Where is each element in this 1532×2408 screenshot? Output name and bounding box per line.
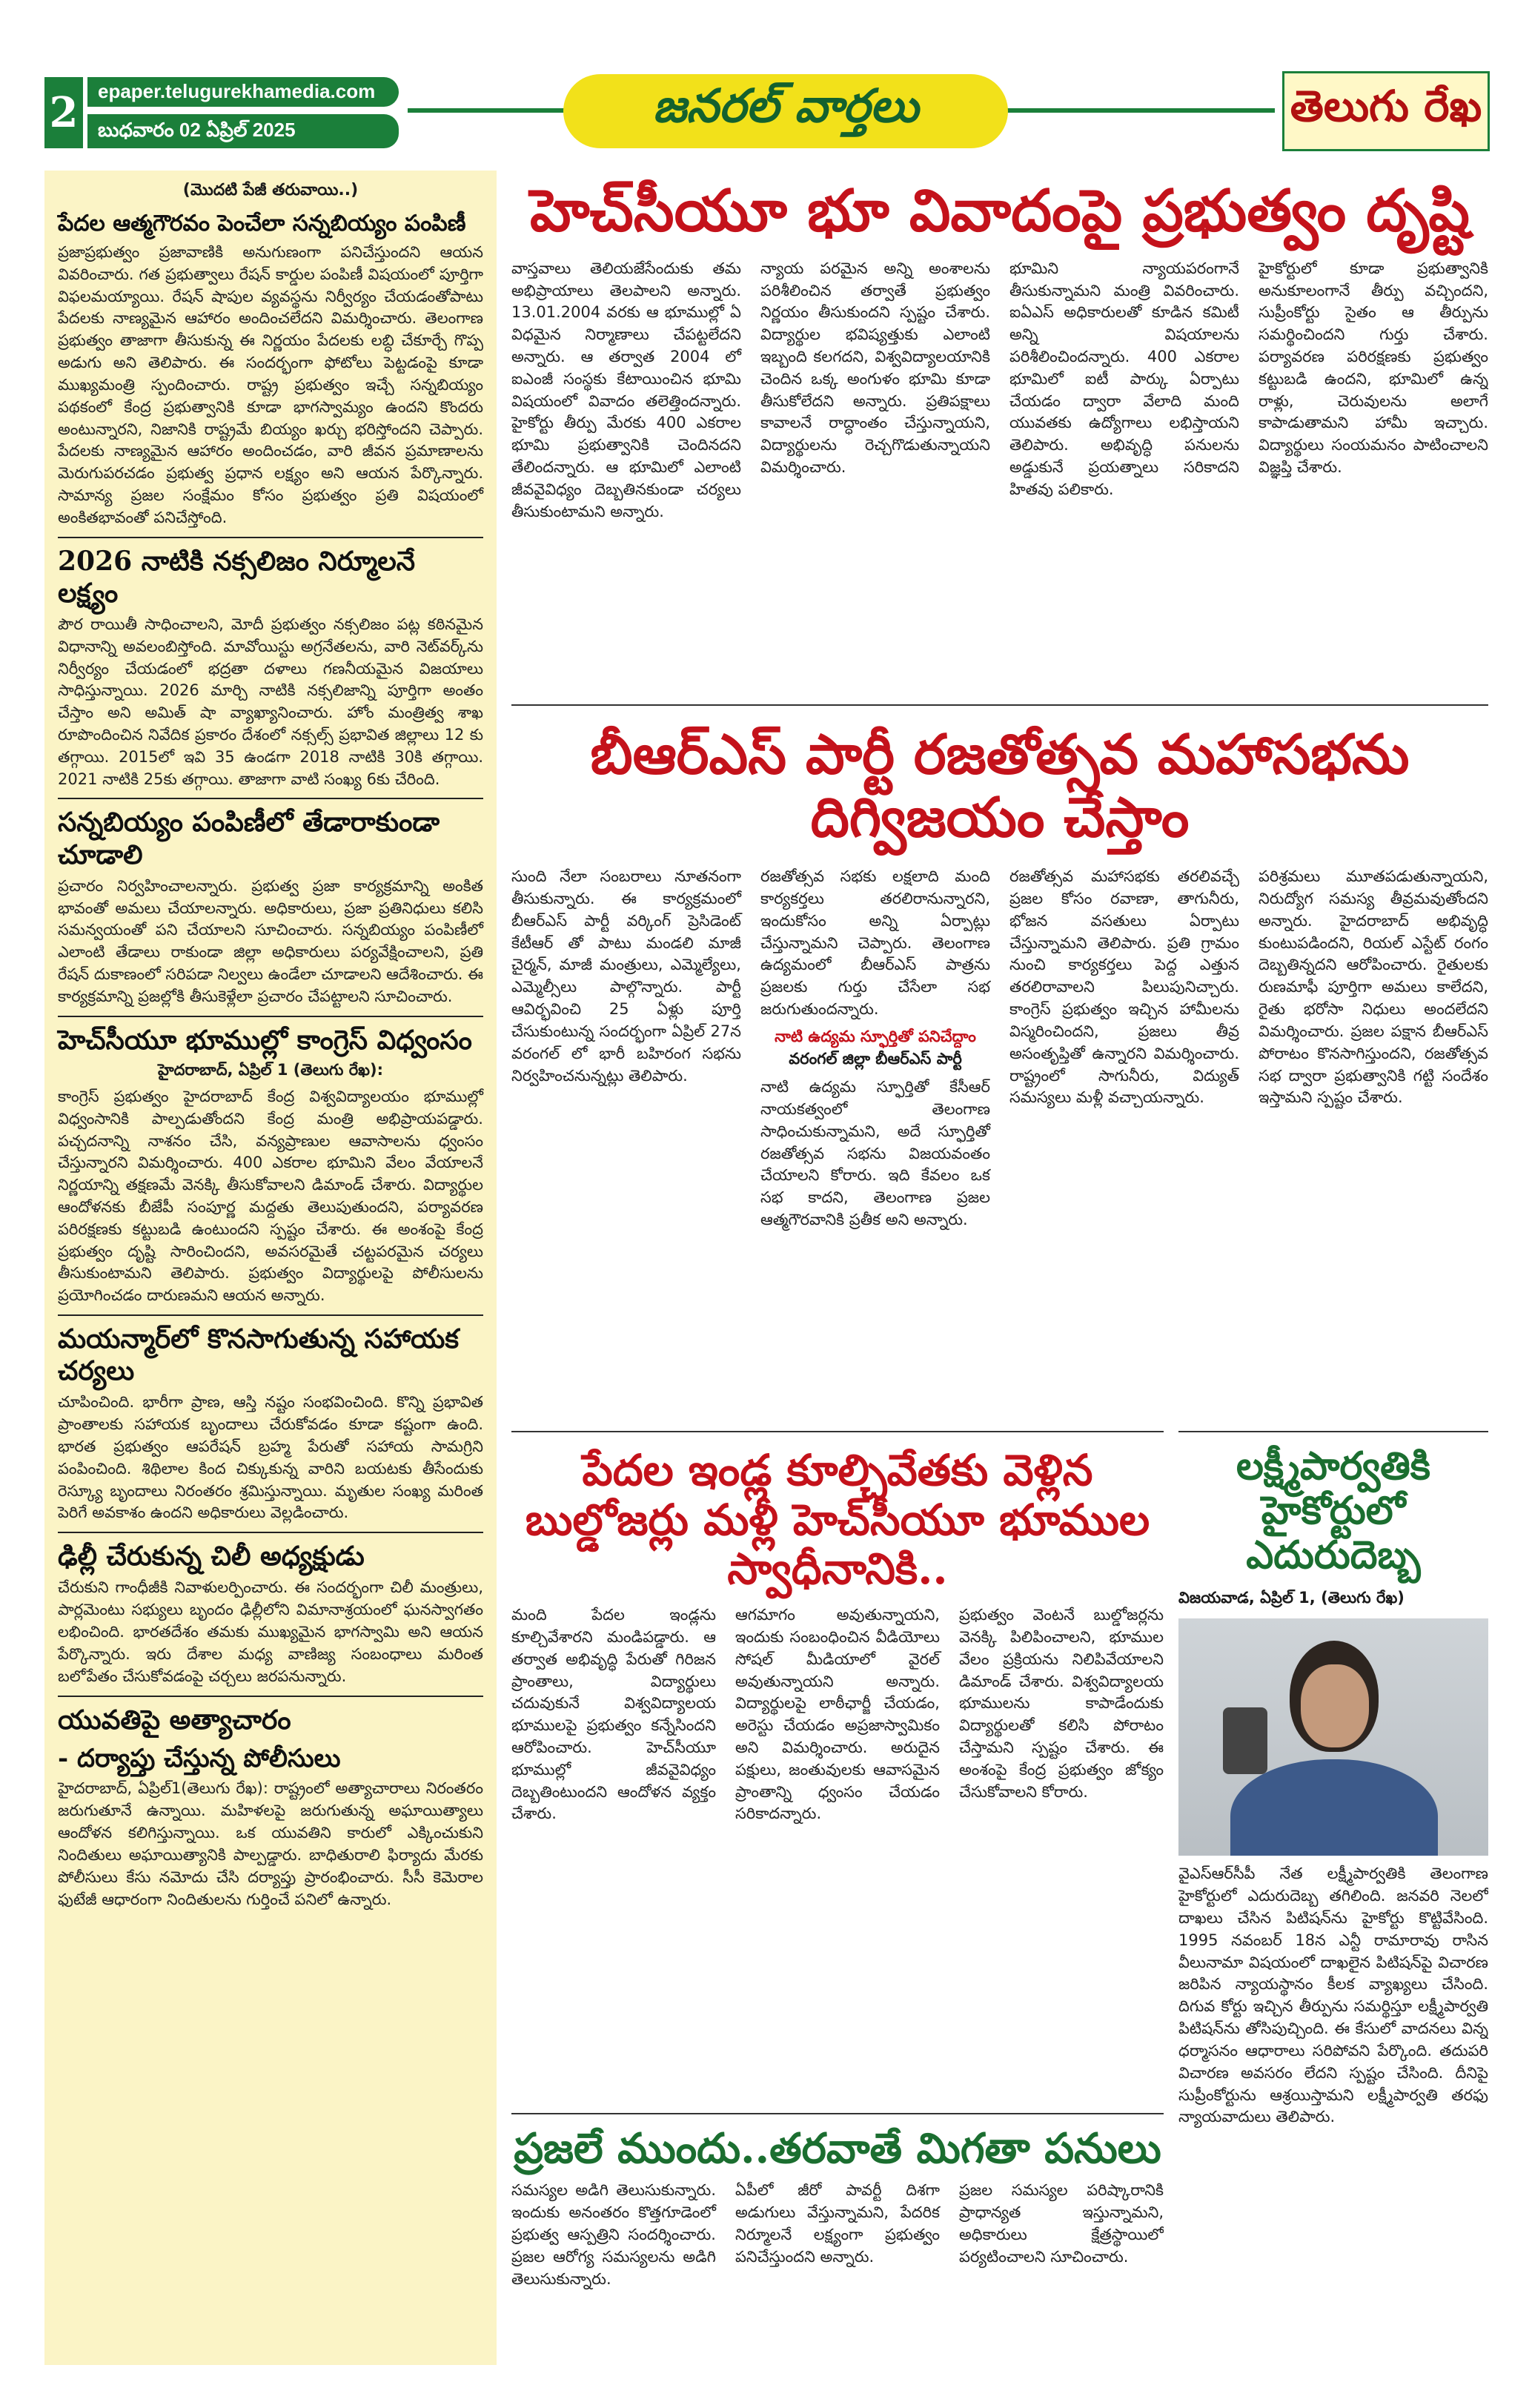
brs-headline: బీఆర్ఎస్ పార్టీ రజతోత్సవ మహాసభను దిగ్విజయం చేస్తాం <box>590 723 1410 850</box>
article-column <box>511 258 741 681</box>
article-columns <box>511 1604 1164 2116</box>
article-body: ప్రచారం నిర్వహించాలన్నారు. ప్రభుత్వ ప్రజా కార్యక్రమాన్ని అంకిత భావంతో అమలు చేయాలన్నారు. అధికారులు, ప్రజా ప్రతినిధులు కలిసి సమన్వయంతో పని చేయాలని సూచించారు. సన్నబియ్యం పంపిణీలో ఎలాంటి తేడాలు రాకుండా జిల్లా అధికారులు పర్యవేక్షించాలని, ప్రతి రేషన్ దుకాణంలో సరిపడా నిల్వలు ఉండేలా చూడాలని ఆదేశించారు. ఈ కార్యక్రమాన్ని ప్రజల్లోకి తీసుకెళ్లేలా ప్రచారం చేపట్టాలని సూచించారు. <box>58 876 483 1005</box>
article-column <box>511 1604 716 2116</box>
article-body: హైదరాబాద్, ఏప్రిల్1(తెలుగు రేఖ): రాష్ట్రంలో అత్యాచారాలు నిరంతరం జరుగుతూనే ఉన్నాయి. మహిళలపై జరుగుతున్న అఘాయిత్యాలు ఆందోళన కలిగిస్తున్నాయి. ఒక యువతిని కారులో ఎక్కించుకుని నిందితులు అఘాయిత్యానికి పాల్పడ్డారు. బాధితురాలి ఫిర్యాదు మేరకు పోలీసులు కేసు నమోదు చేసి దర్యాప్తు ప్రారంభించారు. సీసీ కెమెరాల ఫుటేజీ ఆధారంగా నిందితులను గుర్తించే పనిలో ఉన్నారు. <box>58 1779 483 1908</box>
article-headline: సన్నబియ్యం పంపిణీలో తేడారాకుండా చూడాలి <box>58 807 440 870</box>
high-court-headline: లక్ష్మీపార్వతికి హైకోర్టులో ఎదురుదెబ్బ <box>1236 1443 1430 1578</box>
inset-headline: నాటి ఉద్యమ స్ఫూర్తితో పనిచేద్దాం <box>775 1027 976 1045</box>
article-column <box>1178 1863 1488 2128</box>
article-text: వాస్తవాలు తెలియజేసేందుకు తమ అభిప్రాయాలు తెలపాలని అన్నారు. 13.01.2004 వరకు ఆ భూముల్లో ఏ విధమైన నిర్మాణాలు చేపట్టలేదని అన్నారు. ఆ తర్వాత 2004 లో ఐఎంజీ సంస్థకు కేటాయించిన భూమి విషయంలో వివాదం తలెత్తిందన్నారు. హైకోర్టు తీర్పు మేరకు 400 ఎకరాల భూమి ప్రభుత్వానికి చెందినదని తేలిందన్నారు. ఆ భూమిలో ఎలాంటి జీవవైవిధ్యం దెబ్బతినకుండా చర్యలు తీసుకుంటామని అన్నారు. <box>511 259 741 520</box>
divider <box>58 798 483 799</box>
article-column <box>1009 258 1239 681</box>
inset-subheadline: వరంగల్ జిల్లా బీఆర్ఎస్ పార్టీ <box>789 1050 962 1068</box>
brs-story <box>511 704 1488 1416</box>
article-column <box>760 258 990 681</box>
article-column <box>1259 866 1488 1474</box>
article-text: రజతోత్సవ మహాసభకు తరలివచ్చే ప్రజల కోసం రవాణా, తాగునీరు, భోజన వసతులు ఏర్పాటు చేస్తున్నామని తెలిపారు. ప్రతి గ్రామం నుంచి కార్యకర్తలు పెద్ద ఎత్తున తరలిరావాలని పిలుపునిచ్చారు. కాంగ్రెస్ ప్రభుత్వం ఇచ్చిన హామీలను విస్మరించిందని, ప్రజలు తీవ్ర అసంతృప్తితో ఉన్నారని విమర్శించారు. రాష్ట్రంలో సాగునీరు, విద్యుత్ సమస్యలు మళ్లీ వచ్చాయన్నారు. <box>1009 867 1239 1107</box>
main-area <box>511 171 1488 2365</box>
divider <box>58 537 483 538</box>
page-number: 2 <box>44 77 83 148</box>
photo-figure-face <box>1301 1664 1369 1747</box>
article-column <box>1259 258 1488 681</box>
article-subheadline: - దర్యాప్తు చేస్తున్న పోలీసులు <box>58 1743 341 1773</box>
article-body: పౌర రాయితీ సాధించాలని, మోదీ ప్రభుత్వం నక్సలిజం పట్ల కఠినమైన విధానాన్ని అవలంబిస్తోంది. మావోయిస్టు అగ్రనేతలను, వారి నెట్‌వర్క్‌ను నిర్వీర్యం చేయడంలో భద్రతా దళాలు గణనీయమైన విజయాలు సాధిస్తున్నాయి. 2026 మార్చి నాటికి నక్సలిజాన్ని పూర్తిగా అంతం చేస్తాం అని అమిత్ షా వ్యాఖ్యానించారు. హోం మంత్రిత్వ శాఖ రూపొందించిన నివేదిక ప్రకారం దేశంలో నక్సల్స్ ప్రభావిత జిల్లాలు 12 కు తగ్గాయి. 2015లో ఇవి 35 ఉండగా 2018 నాటికి 30కి తగ్గాయి. 2021 నాటికి 25కు తగ్గాయి. తాజాగా వాటి సంఖ్య 6కు చేరింది. <box>58 615 483 788</box>
article-headline: మయన్మార్‌లో కొనసాగుతున్న సహాయక చర్యలు <box>58 1323 460 1387</box>
article-headline: పేదల ఆత్మగౌరవం పెంచేలా సన్నబియ్యం పంపిణీ <box>58 211 466 236</box>
people-first-story <box>511 2113 1164 2365</box>
article-column <box>959 1604 1164 2116</box>
continued-label: (మొదటి పేజీ తరువాయి..) <box>182 181 359 199</box>
article-text: హైకోర్టులో కూడా ప్రభుత్వానికి అనుకూలంగానే తీర్పు వచ్చిందని, సుప్రీంకోర్టు సైతం ఆ తీర్పును సమర్థించిందని గుర్తు చేశారు. పర్యావరణ పరిరక్షణకు ప్రభుత్వం కట్టుబడి ఉందని, భూమిలో ఉన్న రాళ్లు, చెరువులను అలాగే కాపాడుతామని హామీ ఇచ్చారు. విద్యార్థులు సంయమనం పాటించాలని విజ్ఞప్తి చేశారు. <box>1259 259 1488 476</box>
article-headline: ఢిల్లీ చేరుకున్న చిలీ అధ్యక్షుడు <box>58 1541 365 1572</box>
article-text: ప్రభుత్వం వెంటనే బుల్డోజర్లను వెనక్కి పిలిపించాలని, భూముల వేలం ప్రక్రియను నిలిపివేయాలని డిమాండ్ చేశారు. విశ్వవిద్యాలయ భూములను కాపాడేందుకు విద్యార్థులతో కలిసి పోరాటం చేస్తామని స్పష్టం చేశారు. ఈ అంశంపై కేంద్ర ప్రభుత్వం జోక్యం చేసుకోవాలని కోరారు. <box>959 1606 1164 1801</box>
bulldozer-story <box>511 1431 1164 2098</box>
high-court-story <box>1178 1431 1488 2365</box>
article-text: ఆగమాగం అవుతున్నాయని, ఇందుకు సంబంధించిన వీడియోలు సోషల్ మీడియాలో వైరల్ అవుతున్నాయని అన్నారు. విద్యార్థులపై లాఠీఛార్జీ చేయడం, అరెస్టు చేయడం అప్రజాస్వామికం అని విమర్శించారు. అరుదైన పక్షులు, జంతువులకు ఆవాసమైన ప్రాంతాన్ని ధ్వంసం చేయడం సరికాదన్నారు. <box>735 1606 940 1823</box>
microphone-icon <box>1223 1707 1267 1774</box>
article-text: వైఎస్ఆర్‌సీపీ నేత లక్ష్మీపార్వతికి తెలంగాణ హైకోర్టులో ఎదురుదెబ్బ తగిలింది. జనవరి నెలలో దాఖలు చేసిన పిటిషన్‌ను హైకోర్టు కొట్టివేసింది. 1995 నవంబర్ 18న ఎన్టీ రామారావు రాసిన వీలునామా విషయంలో దాఖలైన పిటిషన్‌పై విచారణ జరిపిన న్యాయస్థానం కీలక వ్యాఖ్యలు చేసింది. దిగువ కోర్టు ఇచ్చిన తీర్పును సమర్థిస్తూ లక్ష్మీపార్వతి పిటిషన్‌ను తోసిపుచ్చింది. ఈ కేసులో వాదనలు విన్న ధర్మాసనం ఆధారాలు సరిపోవని పేర్కొంది. తదుపరి విచారణ అవసరం లేదని స్పష్టం చేసింది. దీనిపై సుప్రీంకోర్టును ఆశ్రయిస్తామని లక్ష్మీపార్వతి తరఫు న్యాయవాదులు తెలిపారు. <box>1178 1865 1488 2126</box>
article-body: ప్రజాప్రభుత్వం ప్రజావాణికి అనుగుణంగా పనిచేస్తుందని ఆయన వివరించారు. గత ప్రభుత్వాలు రేషన్ కార్డుల పంపిణీ విషయంలో పూర్తిగా విఫలమయ్యాయి. రేషన్ షాపుల వ్యవస్థను నిర్వీర్యం చేయడంతోపాటు పేదలకు నాణ్యమైన ఆహారం అందించలేదని విమర్శించారు. తెలంగాణ ప్రభుత్వం తాజాగా తీసుకున్న ఈ నిర్ణయం పేదలకు లబ్ధి చేకూర్చే గొప్ప అడుగు అని తెలిపారు. ఈ సందర్భంగా ఫోటోలు పెట్టడంపై కూడా ముఖ్యమంత్రి స్పందించారు. రాష్ట్ర ప్రభుత్వం ఇచ్చే సన్నబియ్యం పథకంలో కేంద్ర ప్రభుత్వానికి కూడా భాగస్వామ్యం ఉందని కొందరు అంటున్నారని, నిజానికి రాష్ట్రమే బియ్యం ఖర్చు భరిస్తోందని చెప్పారు. పేదలకు నాణ్యమైన ఆహారం అందించడం, వారి జీవన ప్రమాణాలను మెరుగుపరచడం ప్రభుత్వ ప్రధాన లక్ష్యం అని ఆయన పేర్కొన్నారు. సామాన్య ప్రజల సంక్షేమం కోసం ప్రభుత్వం ప్రతి విషయంలో అంకితభావంతో పనిచేస్తోంది. <box>58 243 483 526</box>
article-body: చేరుకుని గాంధీజీకి నివాళులర్పించారు. ఈ సందర్భంగా చిలీ మంత్రులు, పార్లమెంటు సభ్యులు బృందం ఢిల్లీలోని విమానాశ్రయంలో ఘనస్వాగతం లభించింది. భారతదేశం తమకు ముఖ్యమైన భాగస్వామి అని ఆయన పేర్కొన్నారు. ఇరు దేశాల మధ్య వాణిజ్య సంబంధాలు మరింత బలోపేతం చేసుకోవడంపై చర్చలు జరపనున్నారు. <box>58 1578 483 1685</box>
article-column <box>735 2180 940 2365</box>
article-text: సుంది నేలా సంబరాలు నూతనంగా తీసుకున్నారు. ఈ కార్యక్రమంలో బీఆర్ఎస్ పార్టీ వర్కింగ్ ప్రెసిడెంట్ కేటీఆర్ తో పాటు మండలి మాజీ చైర్మన్, మాజీ మంత్రులు, ఎమ్మెల్యేలు, ఎమ్మెల్సీలు పాల్గొన్నారు. పార్టీ ఆవిర్భవించి 25 ఏళ్లు పూర్తి చేసుకుంటున్న సందర్భంగా ఏప్రిల్ 27న వరంగల్ లో భారీ బహిరంగ సభను నిర్వహించనున్నట్లు తెలిపారు. <box>511 867 741 1085</box>
divider <box>58 1314 483 1316</box>
left-column <box>44 171 497 2365</box>
divider <box>58 1016 483 1017</box>
article-column <box>735 1604 940 2116</box>
article-text: మంది పేదల ఇండ్లను కూల్చివేశారని మండిపడ్డారు. ఆ తర్వాత అభివృద్ధి పేరుతో గిరిజన ప్రాంతాలు, విద్యార్థులు చదువుకునే విశ్వవిద్యాలయ భూములపై ప్రభుత్వం కన్నేసిందని ఆరోపించారు. హెచ్‌సీయూ భూముల్లో జీవవైవిధ్యం దెబ్బతింటుందని ఆందోళన వ్యక్తం చేశారు. <box>511 1606 716 1823</box>
article-text: ప్రజల సమస్యల పరిష్కారానికి ప్రాధాన్యత ఇస్తున్నామని, అధికారులు క్షేత్రస్థాయిలో పర్యటించాలని సూచించారు. <box>959 2181 1164 2266</box>
article-column <box>511 2180 716 2365</box>
article-text: రజతోత్సవ సభకు లక్షలాది మంది కార్యకర్తలు తరలిరానున్నారని, ఇందుకోసం అన్ని ఏర్పాట్లు చేస్తున్నామని చెప్పారు. తెలంగాణ ఉద్యమంలో బీఆర్ఎస్ పాత్రను ప్రజలకు గుర్తు చేసేలా సభ జరుగుతుందన్నారు. <box>760 867 990 1019</box>
article-columns <box>511 258 1488 681</box>
article-text: న్యాయ పరమైన అన్ని అంశాలను పరిశీలించిన తర్వాతే ప్రభుత్వం నిర్ణయం తీసుకుందని స్పష్టం చేశారు. విద్యార్థుల భవిష్యత్తుకు ఎలాంటి ఇబ్బంది కలగదని, విశ్వవిద్యాలయానికి చెందిన ఒక్క అంగుళం భూమి కూడా తీసుకోలేదని అన్నారు. ప్రతిపక్షాలు కావాలనే రాద్ధాంతం చేస్తున్నాయని, విద్యార్థులను రెచ్చగొడుతున్నాయని విమర్శించారు. <box>760 259 990 476</box>
section-title: జనరల్ వార్తలు <box>563 74 1008 148</box>
article-headline: హెచ్‌సీయూ భూముల్లో కాంగ్రెస్ విధ్వంసం <box>58 1024 472 1056</box>
article-column <box>1009 866 1239 1474</box>
divider <box>58 1532 483 1533</box>
divider <box>58 1696 483 1697</box>
masthead <box>44 71 1490 153</box>
article-text: ఏపీలో జీరో పావర్టీ దిశగా అడుగులు వేస్తున్నామని, పేదరిక నిర్మూలనే లక్ష్యంగా ప్రభుత్వం పనిచేస్తుందని అన్నారు. <box>735 2181 940 2266</box>
article-body: చూపించింది. భారీగా ప్రాణ, ఆస్తి నష్టం సంభవించింది. కొన్ని ప్రభావిత ప్రాంతాలకు సహాయక బృందాలు చేరుకోవడం కూడా కష్టంగా ఉంది. భారత ప్రభుత్వం ఆపరేషన్ బ్రహ్మ పేరుతో సహాయ సామగ్రిని పంపించింది. శిథిలాల కింద చిక్కుకున్న వారిని బయటకు తీసేందుకు రెస్క్యూ బృందాలు నిరంతరం శ్రమిస్తున్నాయి. మృతుల సంఖ్య మరింత పెరిగే అవకాశం ఉందని అధికారులు వెల్లడించారు. <box>58 1393 483 1522</box>
article-headline: యువతిపై అత్యాచారం <box>58 1704 291 1736</box>
article-headline: 2026 నాటికి నక్సలిజం నిర్మూలనే లక్ష్యం <box>58 545 416 609</box>
article-columns <box>511 866 1488 1474</box>
article-text: భూమిని న్యాయపరంగానే తీసుకున్నామని మంత్రి వివరించారు. ఐఏఎస్ అధికారులతో కూడిన కమిటీ అన్ని విషయాలను పరిశీలించిందన్నారు. 400 ఎకరాల భూమిలో ఐటీ పార్కు ఏర్పాటు చేయడం ద్వారా వేలాది మంది యువతకు ఉద్యోగాలు లభిస్తాయని తెలిపారు. అభివృద్ధి పనులను అడ్డుకునే ప్రయత్నాలు సరికాదని హితవు పలికారు. <box>1009 259 1239 498</box>
article-column <box>959 2180 1164 2365</box>
site-url[interactable]: epaper.telugurekhamedia.com <box>87 77 399 107</box>
article-text: సమస్యల అడిగి తెలుసుకున్నారు. ఇందుకు అనంతరం కొత్తగూడెంలో ప్రభుత్వ ఆస్పత్రిని సందర్శించారు. ప్రజల ఆరోగ్య సమస్యలను అడిగి తెలుసుకున్నారు. <box>511 2181 716 2288</box>
lead-headline: హెచ్‌సీయూ భూ వివాదంపై ప్రభుత్వం దృష్టి <box>529 177 1470 245</box>
article-dateline: హైదరాబాద్, ఏప్రిల్ 1 (తెలుగు రేఖ): <box>157 1060 384 1079</box>
article-dateline: విజయవాడ, ఏప్రిల్ 1, (తెలుగు రేఖ) <box>1178 1589 1405 1607</box>
article-body: కాంగ్రెస్ ప్రభుత్వం హైదరాబాద్ కేంద్ర విశ్వవిద్యాలయం భూముల్లో విధ్వంసానికి పాల్పడుతోందని కేంద్ర మంత్రి అభిప్రాయపడ్డారు. పచ్చదనాన్ని నాశనం చేసి, వన్యప్రాణుల ఆవాసాలను ధ్వంసం చేస్తున్నారని విమర్శించారు. 400 ఎకరాల భూమిని వేలం వేయాలనే నిర్ణయాన్ని తక్షణమే వెనక్కి తీసుకోవాలని డిమాండ్ చేశారు. విద్యార్థుల ఆందోళనకు బీజేపీ సంపూర్ణ మద్దతు తెలుపుతుందని, పర్యావరణ పరిరక్షణకు కట్టుబడి ఉంటుందని స్పష్టం చేశారు. ఈ అంశంపై కేంద్ర ప్రభుత్వం దృష్టి సారించిందని, అవసరమైతే చట్టపరమైన చర్యలు తీసుకుంటామని తెలిపారు. ప్రభుత్వం విద్యార్థులపై పోలీసులను ప్రయోగించడం దారుణమని ఆయన అన్నారు. <box>58 1087 483 1305</box>
newspaper-logo: తెలుగు రేఖ <box>1282 71 1490 151</box>
article-columns <box>511 2180 1164 2365</box>
lead-story <box>511 171 1488 689</box>
article-column <box>760 866 990 1474</box>
article-text: పరిశ్రమలు మూతపడుతున్నాయని, నిరుద్యోగ సమస్య తీవ్రమవుతోందని అన్నారు. హైదరాబాద్ అభివృద్ధి కుంటుపడిందని, రియల్ ఎస్టేట్ రంగం దెబ్బతిన్నదని ఆరోపించారు. రైతులకు రుణమాఫీ పూర్తిగా అమలు కాలేదని, రైతు భరోసా నిధులు అందలేదని విమర్శించారు. ప్రజల పక్షాన బీఆర్ఎస్ పోరాటం కొనసాగిస్తుందని, రజతోత్సవ సభ ద్వారా ప్రభుత్వానికి గట్టి సందేశం ఇస్తామని స్పష్టం చేశారు. <box>1259 867 1488 1107</box>
article-text: నాటి ఉద్యమ స్ఫూర్తితో కేసీఆర్ నాయకత్వంలో తెలంగాణ సాధించుకున్నామని, అదే స్ఫూర్తితో రజతోత్సవ సభను విజయవంతం చేయాలని కోరారు. ఇది కేవలం ఒక సభ కాదని, తెలంగాణ ప్రజల ఆత్మగౌరవానికి ప్రతీక అని అన్నారు. <box>760 1078 990 1229</box>
bulldozer-headline: పేదల ఇండ్ల కూల్చివేతకు వెళ్లిన బుల్డోజర్లు మళ్లీ హెచ్‌సీయూ భూముల స్వాధీనానికి.. <box>525 1445 1150 1595</box>
lakshmi-parvathi-photo <box>1178 1618 1488 1856</box>
article-column <box>511 866 741 1474</box>
people-first-headline: ప్రజలే ముందు..తరవాతే మిగతా పనులు <box>514 2124 1161 2173</box>
issue-date: బుధవారం 02 ఏప్రిల్ 2025 <box>87 114 399 148</box>
